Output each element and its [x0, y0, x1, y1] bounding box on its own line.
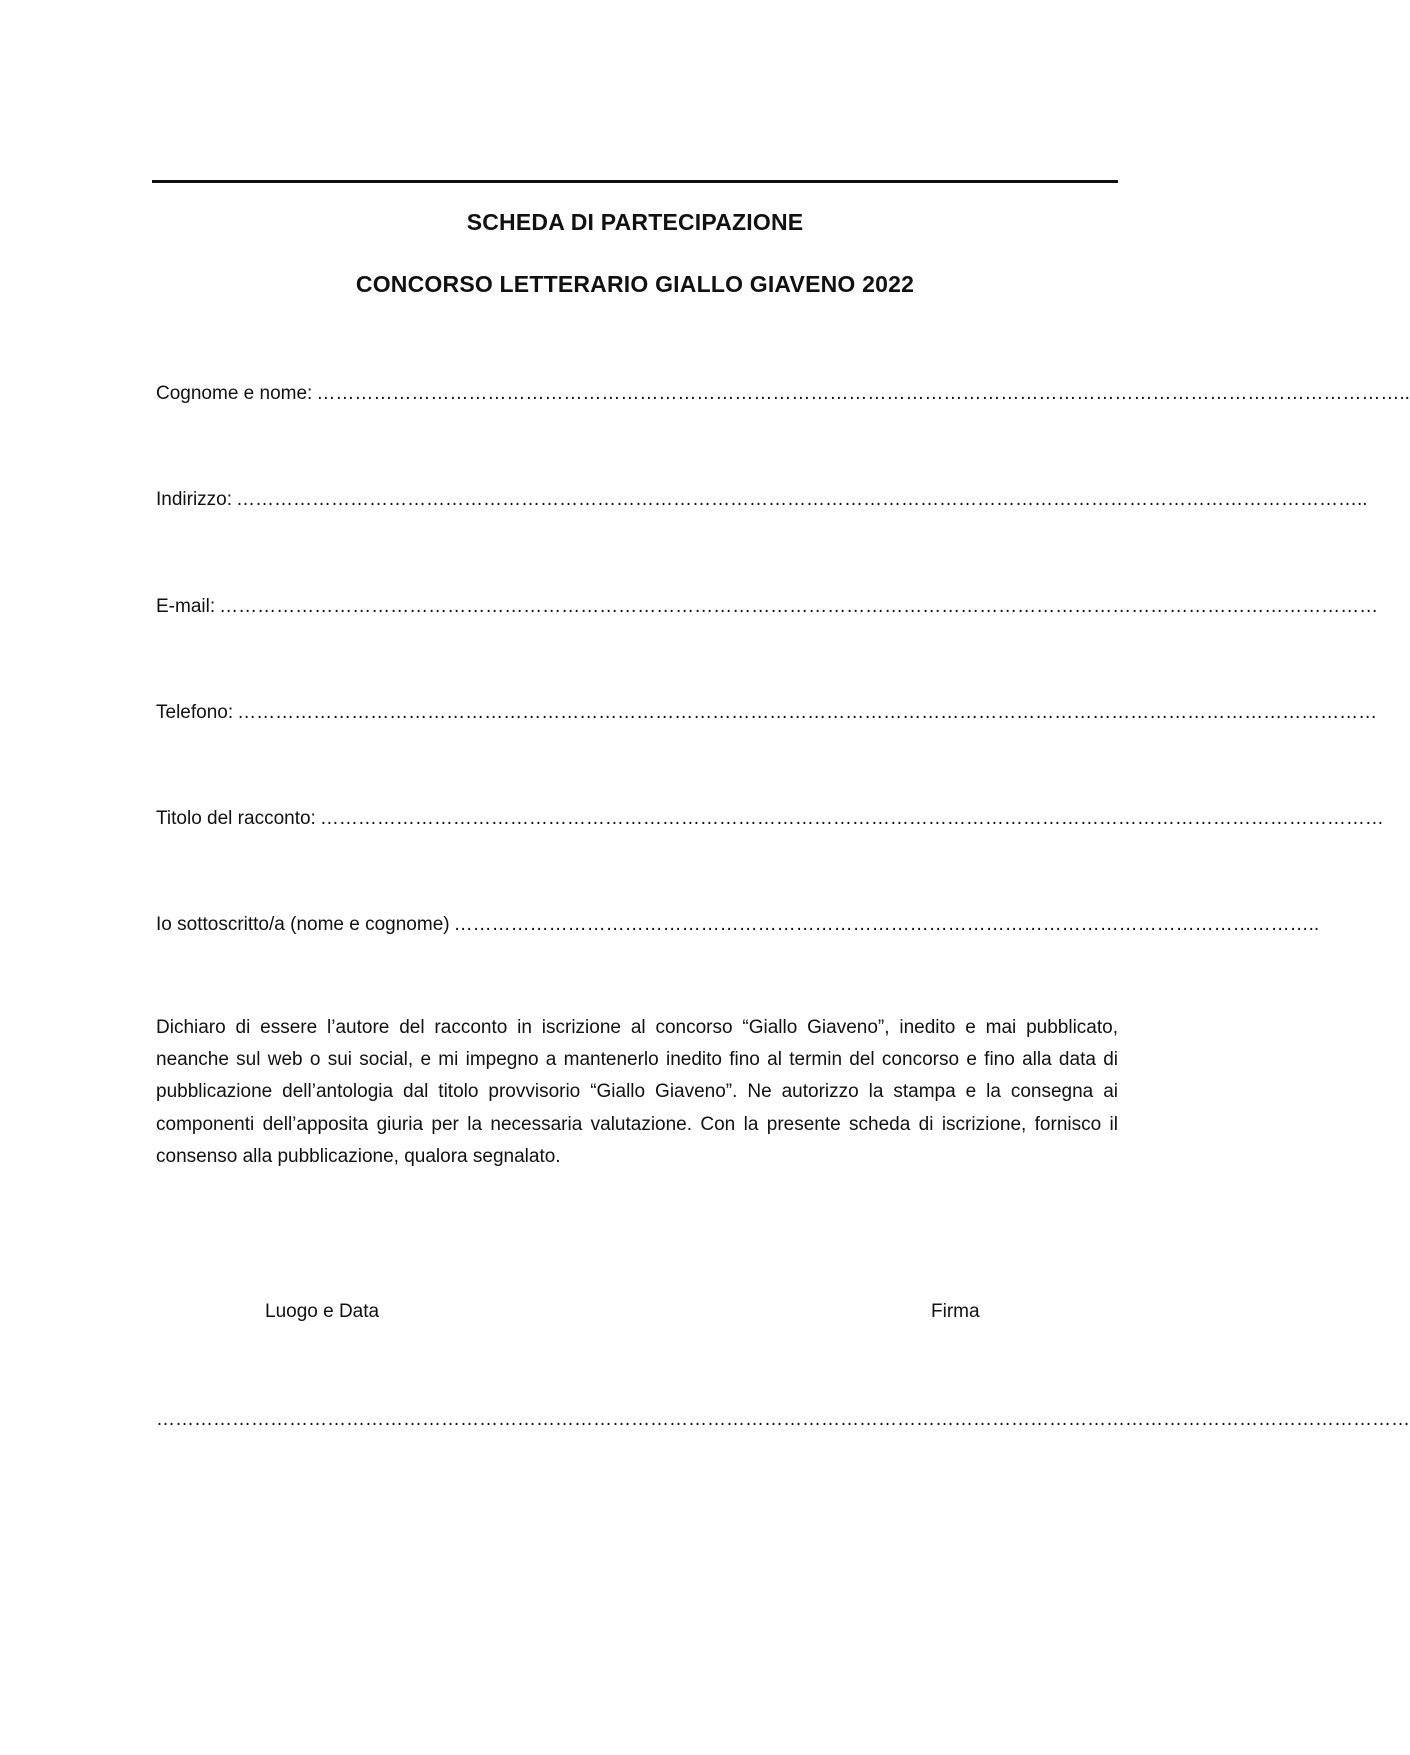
field-story-title-label: Titolo del racconto: [156, 808, 316, 829]
contest-title: CONCORSO LETTERARIO GIALLO GIAVENO 2022 [355, 271, 915, 297]
field-undersigned-label: Io sottoscritto/a (nome e cognome) [156, 914, 450, 935]
field-story-title-blank[interactable]: …………………………………………………………………………………………………………………………………………………… [319, 808, 1384, 829]
field-undersigned-blank[interactable]: ……………………………………………………………………………………………………………………….. [453, 914, 1320, 935]
field-name-blank[interactable]: ……………………………………………………………………………………………………………………………………………………….. [316, 383, 1410, 404]
field-address-label: Indirizzo: [156, 489, 233, 510]
form-title: SCHEDA DI PARTECIPAZIONE [466, 209, 804, 235]
field-name[interactable] [156, 383, 1410, 409]
field-email-label: E-mail: [156, 596, 216, 617]
signature-blank-line[interactable]: ……………………………………………………………………………………………………………………………………………………………………………… [156, 1409, 1410, 1430]
field-phone[interactable] [156, 702, 1378, 728]
field-email[interactable] [156, 596, 1379, 622]
place-date-label: Luogo e Data [265, 1301, 380, 1322]
field-address[interactable] [156, 489, 1368, 515]
field-phone-blank[interactable]: ……………………………………………………………………………………………………………………………………………………………… [237, 702, 1378, 723]
field-undersigned[interactable] [156, 914, 1320, 940]
field-name-label: Cognome e nome: [156, 383, 313, 404]
top-divider [152, 180, 1118, 183]
field-email-blank[interactable]: ………………………………………………………………………………………………………………………………………………………………… [219, 596, 1379, 617]
declaration-text: Dichiaro di essere l’autore del racconto in iscrizione al concorso “Giallo Giaveno”, inedito e mai pubblicato, neanche sul web o sui social, e mi impegno a mantenerlo inedito fino al termin del concorso e fino alla data di pubblicazione dell’antologia dal titolo provvisorio “Giallo Giaveno”. Ne autorizzo la stampa e la consegna ai componenti dell’apposita giuria per la necessaria valutazione. Con la presente scheda di iscrizione, fornisco il consenso alla pubblicazione, qualora segnalato. [156, 1017, 1118, 1167]
signature-label: Firma [931, 1301, 980, 1322]
field-story-title[interactable] [156, 808, 1384, 834]
field-address-blank[interactable]: …………………………………………………………………………………………………………………………………………………………….. [236, 489, 1368, 510]
field-phone-label: Telefono: [156, 702, 234, 723]
